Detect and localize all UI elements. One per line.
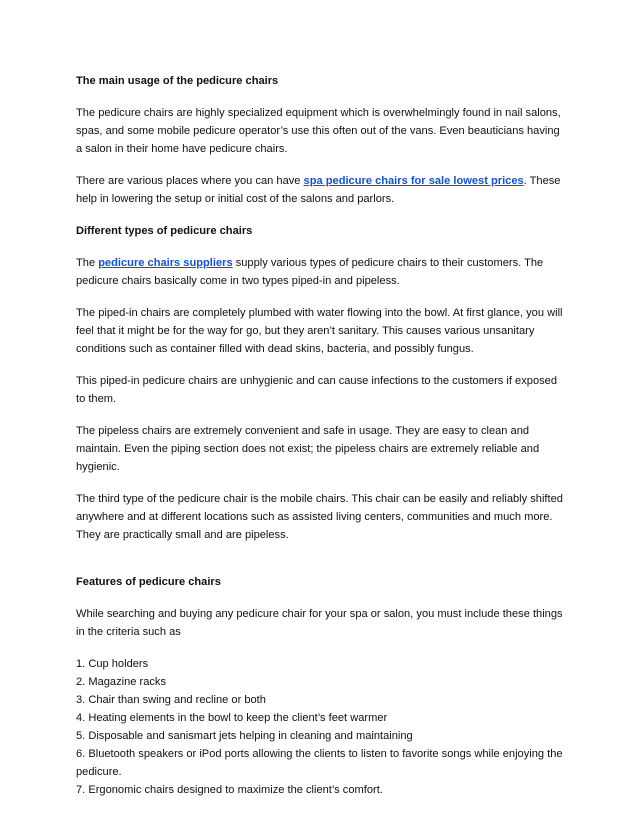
spa-pedicure-chairs-link[interactable]: spa pedicure chairs for sale lowest prices	[303, 175, 524, 187]
paragraph-text: . These help in lowering the setup or initial cost of the salons and parlors.	[76, 175, 561, 205]
paragraph-text: There are various places where you can have	[76, 175, 304, 187]
paragraph-text: The	[76, 257, 99, 269]
list-item: 5. Disposable and sanismart jets helping in cleaning and maintaining	[76, 730, 413, 742]
list-item: 1. Cup holders	[76, 658, 149, 670]
paragraph-types-4: The pipeless chairs are extremely convenient and safe in usage. They are easy to clean and maintain. Even the piping section does not exist; the pipeless chairs are extremely reliable and hygienic.	[76, 425, 540, 473]
heading-features: Features of pedicure chairs	[76, 576, 221, 588]
paragraph-types-2: The piped-in chairs are completely plumbed with water flowing into the bowl. At first glance, you will feel that it might be for the way for go, but they aren’t sanitary. This causes various unsanitary conditions such as container filled with dead skins, bacteria, and possibly fungus.	[76, 307, 563, 355]
list-item: 4. Heating elements in the bowl to keep the client’s feet warmer	[76, 712, 388, 724]
heading-types: Different types of pedicure chairs	[76, 225, 253, 237]
paragraph-main-usage-1: The pedicure chairs are highly specialized equipment which is overwhelmingly found in nail salons, spas, and some mobile pedicure operator’s use this often out of the vans. Even beauticians having a salon in their home have pedicure chairs.	[76, 107, 561, 155]
pedicure-chairs-suppliers-link[interactable]: pedicure chairs suppliers	[98, 257, 233, 269]
list-item: 7. Ergonomic chairs designed to maximize the client’s comfort.	[76, 784, 383, 796]
paragraph-text: supply various types of pedicure chairs to their customers. The pedicure chairs basically come in two types piped-in and pipeless.	[76, 257, 544, 287]
paragraph-types-1	[76, 254, 568, 290]
list-item: 6. Bluetooth speakers or iPod ports allowing the clients to listen to favorite songs while enjoying the pedicure.	[76, 748, 563, 778]
heading-main-usage: The main usage of the pedicure chairs	[76, 75, 279, 87]
paragraph-features-intro: While searching and buying any pedicure chair for your spa or salon, you must include these things in the criteria such as	[76, 608, 563, 638]
paragraph-types-3: This piped-in pedicure chairs are unhygienic and can cause infections to the customers if exposed to them.	[76, 375, 558, 405]
paragraph-main-usage-2	[76, 172, 568, 208]
paragraph-types-5: The third type of the pedicure chair is the mobile chairs. This chair can be easily and reliably shifted anywhere and at different locations such as assisted living centers, communities and much more. They are practically small and are pipeless.	[76, 493, 563, 541]
features-list	[76, 655, 568, 799]
document-page	[76, 72, 568, 799]
list-item: 3. Chair than swing and recline or both	[76, 694, 266, 706]
list-item: 2. Magazine racks	[76, 676, 167, 688]
